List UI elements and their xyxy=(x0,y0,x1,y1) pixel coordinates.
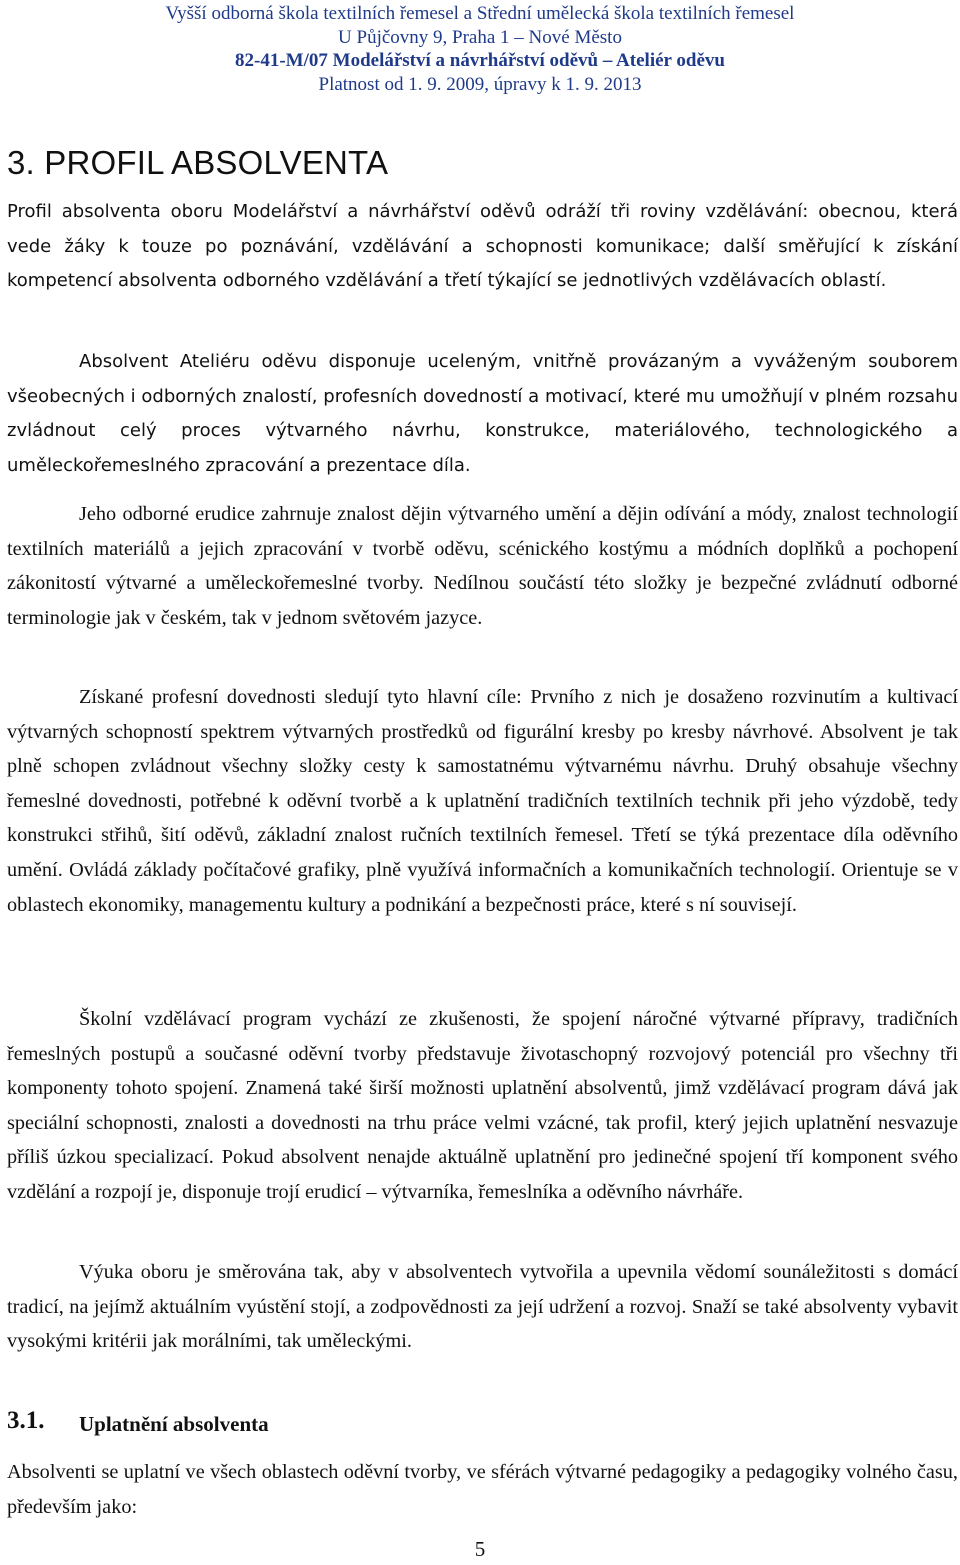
header-school-name: Vyšší odborná škola textilních řemesel a Střední umělecká škola textilních řemesel xyxy=(165,3,795,24)
section-heading: 3. PROFIL ABSOLVENTA xyxy=(7,144,389,181)
header-program: 82-41-M/07 Modelářství a návrhářství oděvů – Ateliér oděvu xyxy=(235,50,725,71)
header-validity: Platnost od 1. 9. 2009, úpravy k 1. 9. 2013 xyxy=(318,73,642,95)
page-number: 5 xyxy=(474,1537,486,1561)
subsection-number: 3.1. xyxy=(7,1407,45,1434)
paragraph-uplatneni: Absolventi se uplatní ve všech oblastech oděvní tvorby, ve sférách výtvarné pedagogiky a pedagogiky volného času, především jako: xyxy=(7,1461,958,1518)
header-address: U Půjčovny 9, Praha 1 – Nové Město xyxy=(338,26,622,48)
page-header xyxy=(0,2,960,96)
paragraph-erudice: Jeho odborné erudice zahrnuje znalost dějin výtvarného umění a dějin odívání a módy, znalost technologií textilních materiálů a jejich zpracování v tvorbě oděvu, scénického kostýmu a módních doplňků a pochopení zákonitostí výtvarné a uměleckořemeslné tvorby. Nedílnou součástí této složky je bezpečné zvládnutí odborné terminologie jak v českém, tak v jednom světovém jazyce. xyxy=(7,503,958,629)
paragraph-dovednosti: Získané profesní dovednosti sledují tyto hlavní cíle: Prvního z nich je dosaženo rozvinutím a kultivací výtvarných schopností spektrem výtvarných prostředků od figurální kresby po kresby návrhové. Absolvent je tak plně schopen zvládnout všechny složky cesty k samostatnému výtvarnému návrhu. Druhý obsahuje všechny řemeslné dovednosti, potřebné k oděvní tvorbě a k uplatnění tradičních textilních technik při jeho výzdobě, tedy konstrukci střihů, šití oděvů, základní znalost ručních textilních řemesel. Třetí se týká prezentace díla oděvního umění. Ovládá základy počítačové grafiky, plně využívá informačních a komunikačních technologií. Orientuje se v oblastech ekonomiky, managementu kultury a podnikání a bezpečnosti práce, které s ní souvisejí. xyxy=(7,686,958,916)
paragraph-vyuka: Výuka oboru je směrována tak, aby v absolventech vytvořila a upevnila vědomí sounáležitosti s domácí tradicí, na jejímž aktuálním vyústění stojí, a zodpovědnosti za její udržení a rozvoj. Snaží se také absolventy vybavit vysokými kritérii jak morálními, tak uměleckými. xyxy=(7,1261,958,1353)
paragraph-absolvent: Absolvent Ateliéru oděvu disponuje uceleným, vnitřně provázaným a vyváženým souborem všeobecných i odborných znalostí, profesních dovedností a motivací, které mu umožňují v plném rozsahu zvládnout celý proces výtvarného návrhu, konstrukce, materiálového, technologického a uměleckořemeslného zpracování a prezentace díla. xyxy=(7,351,958,476)
subsection-title: Uplatnění absolventa xyxy=(79,1412,269,1436)
paragraph-intro: Profil absolventa oboru Modelářství a návrhářství oděvů odráží tři roviny vzdělávání: obecnou, která vede žáky k touze po poznávání, vzdělávání a schopnosti komunikace; další směřující k získání kompetencí absolventa odborného vzdělávání a třetí týkající se jednotlivých vzdělávacích oblastí. xyxy=(7,201,958,292)
subsection-heading xyxy=(7,1407,269,1436)
paragraph-program: Školní vzdělávací program vychází ze zkušenosti, že spojení náročné výtvarné přípravy, tradičních řemeslných postupů a současné oděvní tvorby představuje životaschopný rozvojový potenciál pro všechny tři komponenty tohoto spojení. Znamená také širší možnosti uplatnění absolventů, jimž vzdělávací program dává jak speciální schopnosti, znalosti a dovednosti na trhu práce velmi vzácné, tak profil, který jejich uplatnění nesvazuje příliš úzkou specializací. Pokud absolvent nenajde aktuálně uplatnění pro jedinečné spojení tří komponent svého vzdělání a rozpojí je, disponuje trojí erudicí – výtvarníka, řemeslníka a oděvního návrháře. xyxy=(7,1008,958,1203)
